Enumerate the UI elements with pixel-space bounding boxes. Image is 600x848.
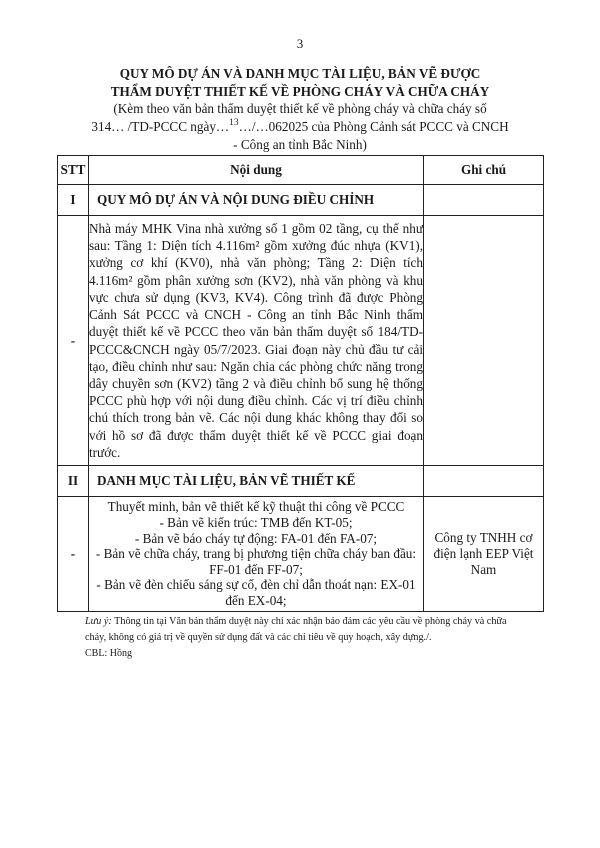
row-1-stt: - [58,216,89,466]
subtitle-month: …/…06 [238,119,282,134]
table-row [58,216,544,466]
handwritten-day: 13 [229,118,239,128]
content-table [57,155,544,612]
header-stt: STT [58,156,89,185]
footnote [85,614,525,646]
list-item: - Bản vẽ chữa cháy, trang bị phương tiện chữa cháy ban đầu: FF-01 đến FF-07; [95,546,417,577]
list-item: - Bản vẽ đèn chiếu sáng sự cố, đèn chỉ dẫn thoát nạn: EX-01 đến EX-04; [96,577,416,608]
section-1-stt: I [58,185,89,216]
section-1-note [424,185,544,216]
project-scope-text: Nhà máy MHK Vina nhà xưởng số 1 gồm 02 tầng, cụ thể như sau: Tầng 1: Diện tích 4.116m² gồm xưởng đúc nhựa (KV1), xưởng cơ khí (KV0), nhà văn phòng; Tầng 2: Diện tích 4.116m² gồm phân xưởng sơn (KV2), nhà văn phòng và khu vực chưa sử dụng (KV3, KV4). Công trình đã được Phòng Cảnh Sát PCCC và CNCH - Công an tỉnh Bắc Ninh thẩm duyệt thiết kế về PCCC theo văn bản thẩm duyệt số 184/TD-PCCC&CNCH ngày 05/7/2023. Giai đoạn này chủ đầu tư cải tạo, điều chỉnh như sau: Ngăn chia các phòng chức năng trong dây chuyền sơn (KV2) tầng 2 và điều chỉnh bổ sung hệ thống PCCC phù hợp với nội dung điều chỉnh. Các vị trí điều chỉnh chú thích trong bản vẽ. Các nội dung khác không thay đổi so với hồ sơ đã được thẩm duyệt thiết kế về PCCC giai đoạn trước. [89,216,424,466]
document-list [89,497,424,612]
officer-initials: CBL: Hồng [85,648,132,659]
header-note: Ghi chú [424,156,544,185]
section-1-row [58,185,544,216]
footnote-text: Thông tin tại Văn bản thẩm duyệt này chỉ xác nhận bảo đảm các yêu cầu về phòng cháy và chữa cháy, không có giá trị về quyền sử dụng đất và các chỉ tiêu về quy hoạch, xây dựng./. [85,616,507,643]
list-item: - Bản vẽ kiến trúc: TMB đến KT-05; [159,515,353,531]
header-content: Nội dung [89,156,424,185]
section-2-note [424,466,544,497]
page-number: 3 [296,36,304,51]
subtitle-line-1: (Kèm theo văn bản thẩm duyệt thiết kế về phòng cháy và chữa cháy số [113,101,487,116]
table-row [58,497,544,612]
subtitle-line-3: - Công an tỉnh Bắc Ninh) [233,137,367,152]
subtitle-line-2 [80,118,520,138]
list-item: Thuyết minh, bản vẽ thiết kế kỹ thuật thi công về PCCC [107,499,405,515]
row-2-stt: - [58,497,89,612]
subtitle-doc-number: 314… /TD-PCCC ngày… [91,119,230,134]
footnote-label: Lưu ý: [85,616,112,627]
row-1-note [424,216,544,466]
section-2-stt: II [58,466,89,497]
subtitle-issuer: 2025 của Phòng Cảnh sát PCCC và CNCH [281,119,509,134]
list-item: - Bản vẽ báo cháy tự động: FA-01 đến FA-07; [134,530,378,546]
section-2-title: DANH MỤC TÀI LIỆU, BẢN VẼ THIẾT KẾ [89,466,424,497]
row-2-note: Công ty TNHH cơ điện lạnh EEP Việt Nam [424,497,544,612]
doc-title-line-2: THẨM DUYỆT THIẾT KẾ VỀ PHÒNG CHÁY VÀ CHỮA CHÁY [110,84,490,99]
section-1-title: QUY MÔ DỰ ÁN VÀ NỘI DUNG ĐIỀU CHỈNH [89,185,424,216]
doc-title-line-1: QUY MÔ DỰ ÁN VÀ DANH MỤC TÀI LIỆU, BẢN VẼ ĐƯỢC [119,66,481,81]
section-2-row [58,466,544,497]
table-header-row [58,156,544,185]
